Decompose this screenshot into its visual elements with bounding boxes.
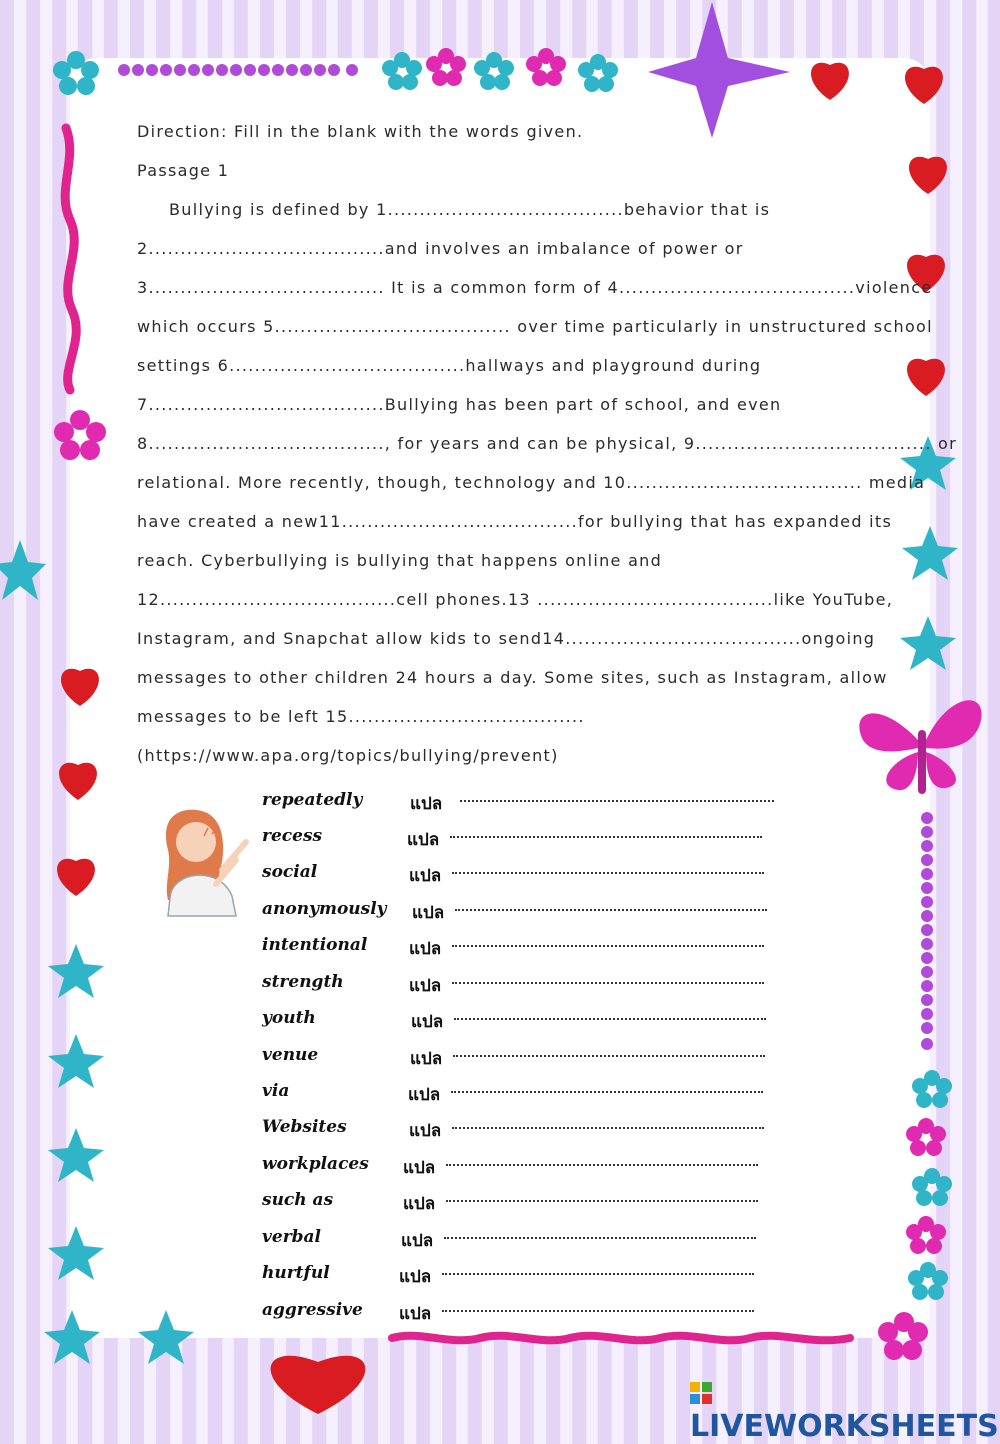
passage-line-14: messages to be left 15..................................... [137,707,585,726]
vocab-word: venue [262,1045,319,1065]
vocab-word: strength [262,972,344,992]
meaning-label: แปล [399,1267,432,1287]
meaning-label: แปล [401,1231,434,1251]
pink-squiggle-left [65,128,76,390]
meaning-label: แปล [407,830,440,850]
teal-flower-icon [53,51,99,95]
passage-line-10: reach. Cyberbullying is bullying that happens online and [137,551,663,570]
passage-line-7: 8....................................., for years and can be physical, 9..................................... or [137,434,958,453]
girl-pointing-illustration [166,810,246,916]
answer-blank[interactable] [446,1200,758,1202]
purple-beads-top [118,64,358,76]
answer-blank[interactable] [453,1055,765,1057]
red-heart-icon [57,63,947,1414]
passage-line-11: 12.....................................cell phones.13 .....................................like YouTube, [137,590,894,609]
answer-blank[interactable] [444,1237,756,1239]
source-citation: (https://www.apa.org/topics/bullying/prevent) [137,746,559,765]
meaning-label: แปล [410,1049,443,1069]
answer-blank[interactable] [446,1164,758,1166]
purple-beads-right [921,812,933,1050]
passage-line-13: messages to other children 24 hours a day. Some sites, such as Instagram, allow [137,668,888,687]
vocab-word: Websites [262,1117,347,1137]
vocab-word: hurtful [262,1263,330,1283]
meaning-label: แปล [408,1085,441,1105]
meaning-label: แปล [403,1158,436,1178]
vocab-word: verbal [262,1227,322,1247]
vocab-word: workplaces [262,1154,369,1174]
pink-squiggle-bottom [392,1336,850,1341]
passage-line-1: Bullying is defined by 1.....................................behavior that is [169,200,771,219]
answer-blank[interactable] [452,982,764,984]
answer-blank[interactable] [460,800,774,802]
pink-butterfly-icon [859,700,981,794]
meaning-label: แปล [409,976,442,996]
passage-line-8: relational. More recently, though, technology and 10..................................... media [137,473,926,492]
vocab-word: anonymously [262,899,387,919]
answer-blank[interactable] [455,909,767,911]
answer-blank[interactable] [451,1091,763,1093]
teal-star-icon [0,436,958,1364]
liveworksheets-logo-icon [690,1382,712,1404]
passage-line-6: 7.....................................Bullying has been part of school, and even [137,395,782,414]
logo-text: LIVEWORKSHEETS [690,1409,999,1444]
liveworksheets-logo[interactable] [690,1374,1000,1444]
passage-line-4: which occurs 5..................................... over time particularly in unstructured school [137,317,933,336]
answer-blank[interactable] [442,1273,754,1275]
vocab-word: recess [262,826,323,846]
meaning-label: แปล [412,903,445,923]
vocab-word: aggressive [262,1300,363,1320]
vocab-word: social [262,862,318,882]
meaning-label: แปล [409,939,442,959]
vocab-word: such as [262,1190,334,1210]
purple-sparkle-icon [648,2,790,138]
answer-blank[interactable] [452,945,764,947]
meaning-label: แปล [399,1304,432,1324]
passage-line-9: have created a new11.....................................for bullying that has expanded its [137,512,893,531]
answer-blank[interactable] [450,836,762,838]
meaning-label: แปล [410,794,443,814]
passage-line-3: 3..................................... It is a common form of 4.....................................violence [137,278,933,297]
vocab-word: repeatedly [262,790,363,810]
vocab-word: youth [262,1008,316,1028]
vocab-word: via [262,1081,290,1101]
meaning-label: แปล [411,1012,444,1032]
direction-text: Direction: Fill in the blank with the words given. [137,122,584,141]
meaning-label: แปล [403,1194,436,1214]
meaning-label: แปล [409,866,442,886]
vocab-word: intentional [262,935,368,955]
answer-blank[interactable] [442,1310,754,1312]
meaning-label: แปล [409,1121,442,1141]
passage-line-5: settings 6.....................................hallways and playground during [137,356,762,375]
answer-blank[interactable] [452,872,764,874]
answer-blank[interactable] [454,1018,766,1020]
answer-blank[interactable] [452,1127,764,1129]
passage-line-12: Instagram, and Snapchat allow kids to send14.....................................ongoing [137,629,876,648]
passage-title: Passage 1 [137,161,230,180]
passage-line-2: 2.....................................and involves an imbalance of power or [137,239,744,258]
